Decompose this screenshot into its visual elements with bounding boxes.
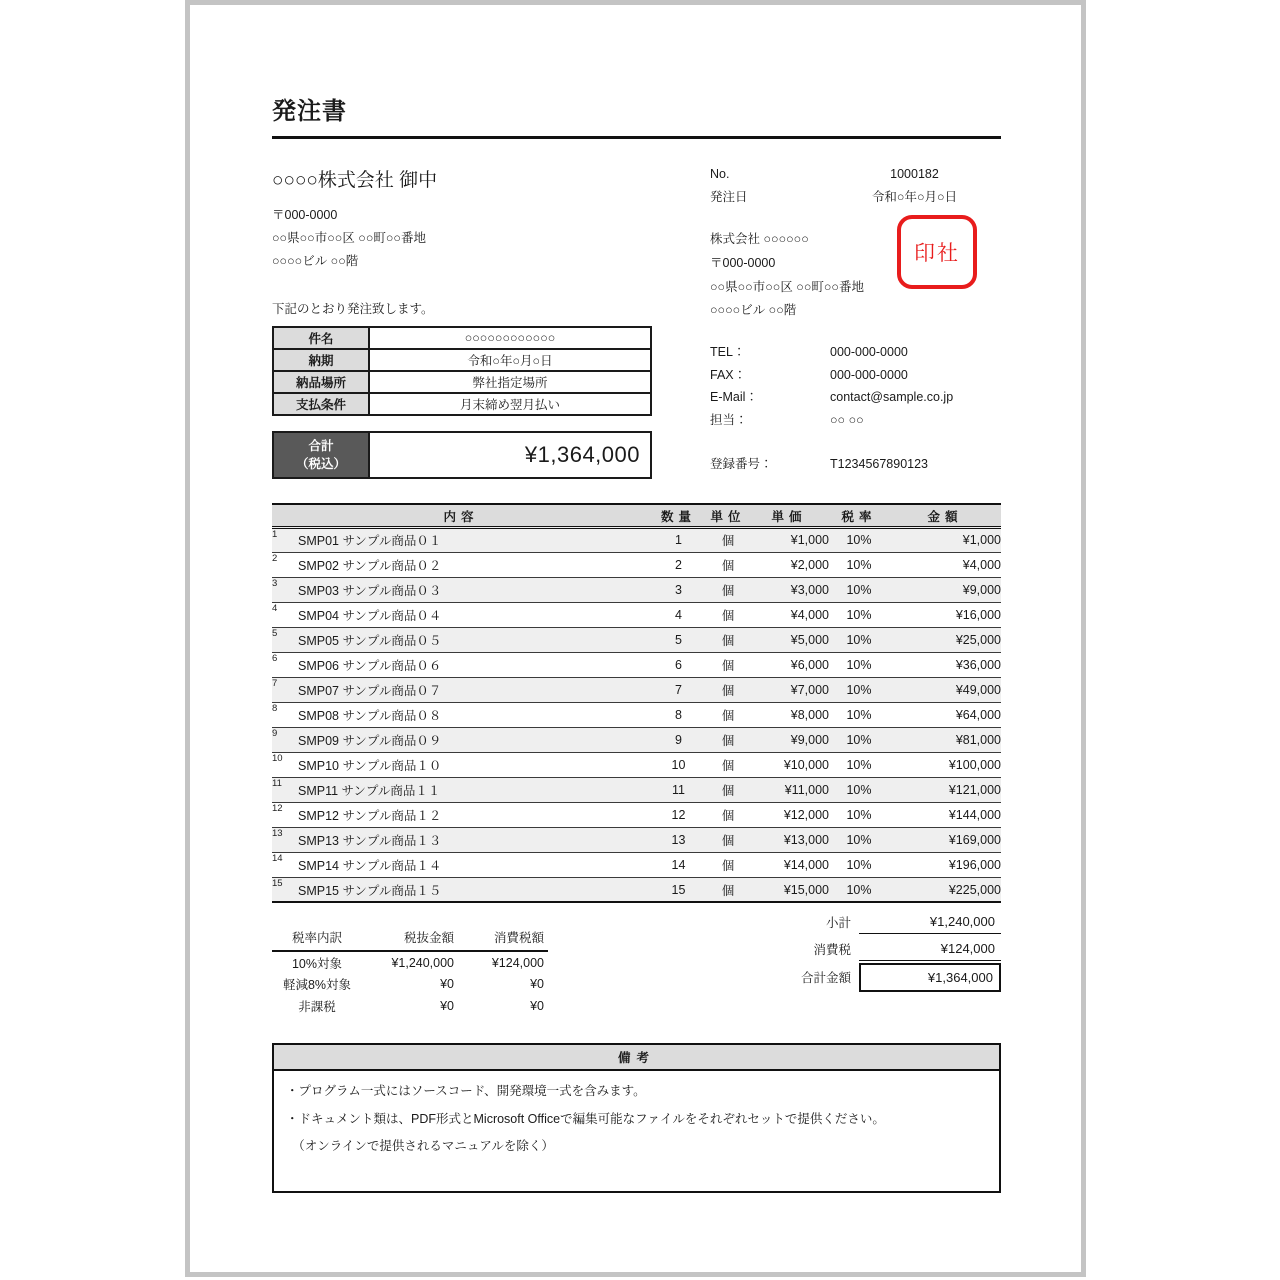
tax-breakdown-row xyxy=(272,995,548,1017)
item-amount: ¥64,000 xyxy=(889,702,1001,727)
item-quantity: 10 xyxy=(650,752,707,777)
item-description: SMP04 サンプル商品０４ xyxy=(298,602,650,627)
remarks-title: 備考 xyxy=(274,1045,999,1071)
item-row xyxy=(272,852,1001,877)
grand-total-box-label xyxy=(274,433,370,477)
grand-total-box-value: ¥1,364,000 xyxy=(524,442,640,468)
item-unit: 個 xyxy=(707,577,749,602)
item-quantity: 4 xyxy=(650,602,707,627)
item-amount: ¥169,000 xyxy=(889,827,1001,852)
item-unit: 個 xyxy=(707,752,749,777)
tax-breakdown-header-row xyxy=(272,926,548,951)
item-tax-rate: 10% xyxy=(829,652,889,677)
grand-total-row xyxy=(731,962,1001,992)
contact-value: ○○ ○○ xyxy=(830,412,864,427)
contact-row xyxy=(710,409,1001,432)
items-header-amount: 金額 xyxy=(889,504,1001,527)
remarks-box xyxy=(272,1043,1001,1193)
grand-total-label: 合計金額 xyxy=(800,971,851,986)
recipient-postal: 〒000-0000 xyxy=(272,208,338,222)
items-header-tax-rate: 税率 xyxy=(829,504,889,527)
item-unit-price: ¥5,000 xyxy=(749,627,829,652)
item-unit: 個 xyxy=(707,802,749,827)
items-header-unit: 単位 xyxy=(707,504,749,527)
item-quantity: 7 xyxy=(650,677,707,702)
item-number: 8 xyxy=(272,702,298,727)
item-unit: 個 xyxy=(707,552,749,577)
item-row xyxy=(272,827,1001,852)
issuer-company: 株式会社 ○○○○○○ xyxy=(710,232,809,246)
item-row xyxy=(272,777,1001,802)
item-number: 15 xyxy=(272,877,298,902)
tax-breakdown-table xyxy=(272,926,548,1017)
issuer-address-line: ○○県○○市○○区 ○○町○○番地 xyxy=(710,279,864,294)
tax-header-base: 税抜金額 xyxy=(362,926,458,951)
item-unit-price: ¥2,000 xyxy=(749,552,829,577)
order-info-table xyxy=(272,326,652,416)
document-page xyxy=(185,0,1086,1277)
issuer-address-line: ○○○○ビル ○○階 xyxy=(710,303,797,318)
item-row xyxy=(272,677,1001,702)
contact-value: 000-000-0000 xyxy=(830,345,908,359)
order-info-row xyxy=(273,371,651,393)
item-amount: ¥121,000 xyxy=(889,777,1001,802)
item-unit-price: ¥9,000 xyxy=(749,727,829,752)
item-tax-rate: 10% xyxy=(829,777,889,802)
item-unit: 個 xyxy=(707,727,749,752)
item-row xyxy=(272,627,1001,652)
item-unit-price: ¥3,000 xyxy=(749,577,829,602)
item-unit-price: ¥1,000 xyxy=(749,527,829,552)
item-tax-rate: 10% xyxy=(829,877,889,902)
item-quantity: 1 xyxy=(650,527,707,552)
item-description: SMP03 サンプル商品０３ xyxy=(298,577,650,602)
intro-text: 下記のとおり発注致します。 xyxy=(272,302,434,317)
item-tax-rate: 10% xyxy=(829,702,889,727)
item-description: SMP14 サンプル商品１４ xyxy=(298,852,650,877)
item-description: SMP15 サンプル商品１５ xyxy=(298,877,650,902)
order-info-label: 支払条件 xyxy=(273,393,369,415)
tax-category: 10%対象 xyxy=(291,956,343,971)
item-row xyxy=(272,702,1001,727)
item-unit: 個 xyxy=(707,527,749,552)
tax-header-category: 税率内訳 xyxy=(272,926,362,951)
item-quantity: 13 xyxy=(650,827,707,852)
item-description: SMP12 サンプル商品１２ xyxy=(298,802,650,827)
item-tax-rate: 10% xyxy=(829,752,889,777)
item-description: SMP11 サンプル商品１１ xyxy=(298,777,650,802)
item-tax-rate: 10% xyxy=(829,677,889,702)
item-unit: 個 xyxy=(707,627,749,652)
item-amount: ¥4,000 xyxy=(889,552,1001,577)
tax-breakdown-row xyxy=(272,973,548,995)
item-amount: ¥100,000 xyxy=(889,752,1001,777)
item-number: 6 xyxy=(272,652,298,677)
company-seal-stamp xyxy=(897,215,977,289)
order-date-label: 発注日 xyxy=(710,189,748,204)
remarks-line: ・ドキュメント類は、PDF形式とMicrosoft Officeで編集可能なファイルをそれぞれセットで提供ください。 xyxy=(286,1111,885,1126)
document-title: 発注書 xyxy=(272,91,1001,139)
tax-amount: ¥0 xyxy=(530,977,544,992)
item-number: 7 xyxy=(272,677,298,702)
item-tax-rate: 10% xyxy=(829,577,889,602)
order-info-row xyxy=(273,327,651,349)
item-amount: ¥36,000 xyxy=(889,652,1001,677)
order-info-value: 令和○年○月○日 xyxy=(369,349,651,371)
item-unit: 個 xyxy=(707,702,749,727)
item-number: 9 xyxy=(272,727,298,752)
order-date-value: 令和○年○月○日 xyxy=(871,189,958,204)
item-description: SMP06 サンプル商品０６ xyxy=(298,652,650,677)
item-tax-rate: 10% xyxy=(829,602,889,627)
tax-breakdown-row xyxy=(272,951,548,973)
item-number: 3 xyxy=(272,577,298,602)
contact-label: TEL： xyxy=(710,345,746,359)
order-info-value: ○○○○○○○○○○○○ xyxy=(369,327,651,349)
recipient-address-line: ○○県○○市○○区 ○○町○○番地 xyxy=(272,231,426,246)
item-quantity: 14 xyxy=(650,852,707,877)
item-quantity: 11 xyxy=(650,777,707,802)
totals-block xyxy=(731,908,1001,992)
order-no-value: 1000182 xyxy=(890,167,939,181)
order-info-label: 納品場所 xyxy=(273,371,369,393)
issuer-postal: 〒000-0000 xyxy=(710,255,776,270)
item-tax-rate: 10% xyxy=(829,802,889,827)
item-unit: 個 xyxy=(707,852,749,877)
contact-row xyxy=(710,364,1001,387)
remarks-line: （オンラインで提供されるマニュアルを除く） xyxy=(286,1139,554,1154)
item-row xyxy=(272,552,1001,577)
contact-value: 000-000-0000 xyxy=(830,367,908,382)
item-unit-price: ¥13,000 xyxy=(749,827,829,852)
item-amount: ¥16,000 xyxy=(889,602,1001,627)
item-unit-price: ¥15,000 xyxy=(749,877,829,902)
item-quantity: 3 xyxy=(650,577,707,602)
items-header-description: 内容 xyxy=(272,504,650,527)
item-number: 5 xyxy=(272,627,298,652)
item-unit: 個 xyxy=(707,777,749,802)
item-row xyxy=(272,652,1001,677)
recipient-address-line: ○○○○ビル ○○階 xyxy=(272,254,359,269)
remarks-body xyxy=(274,1071,999,1191)
item-unit-price: ¥14,000 xyxy=(749,852,829,877)
item-number: 11 xyxy=(272,777,298,802)
item-amount: ¥25,000 xyxy=(889,627,1001,652)
item-number: 13 xyxy=(272,827,298,852)
item-number: 1 xyxy=(272,527,298,552)
subtotal-value: ¥1,240,000 xyxy=(859,910,1001,934)
item-unit-price: ¥12,000 xyxy=(749,802,829,827)
tax-base-amount: ¥0 xyxy=(440,999,454,1014)
item-tax-rate: 10% xyxy=(829,527,889,552)
contact-label: E-Mail： xyxy=(710,390,758,404)
summary-area xyxy=(272,908,1001,1017)
item-quantity: 5 xyxy=(650,627,707,652)
item-tax-rate: 10% xyxy=(829,627,889,652)
consumption-tax-label: 消費税 xyxy=(813,942,851,957)
item-amount: ¥81,000 xyxy=(889,727,1001,752)
item-unit: 個 xyxy=(707,652,749,677)
item-description: SMP08 サンプル商品０８ xyxy=(298,702,650,727)
contact-row xyxy=(710,341,1001,364)
order-info-value: 月末締め翌月払い xyxy=(369,393,651,415)
item-unit-price: ¥8,000 xyxy=(749,702,829,727)
item-unit: 個 xyxy=(707,602,749,627)
contact-label: 担当： xyxy=(710,412,748,427)
items-table xyxy=(272,503,1001,903)
item-amount: ¥49,000 xyxy=(889,677,1001,702)
subtotal-row xyxy=(731,908,1001,935)
item-unit-price: ¥10,000 xyxy=(749,752,829,777)
tax-amount: ¥0 xyxy=(530,999,544,1014)
contact-value: contact@sample.co.jp xyxy=(830,390,954,404)
order-info-row xyxy=(273,393,651,415)
issuer-block xyxy=(710,163,1001,479)
order-info-row xyxy=(273,349,651,371)
order-date-row xyxy=(710,186,1001,209)
registration-row xyxy=(710,453,1001,476)
item-quantity: 6 xyxy=(650,652,707,677)
recipient-address xyxy=(272,227,670,273)
order-no-row xyxy=(710,163,1001,186)
header-area xyxy=(272,163,1001,479)
registration-label: 登録番号： xyxy=(710,457,773,471)
item-number: 4 xyxy=(272,602,298,627)
order-info-label: 納期 xyxy=(273,349,369,371)
item-tax-rate: 10% xyxy=(829,827,889,852)
item-row xyxy=(272,802,1001,827)
item-tax-rate: 10% xyxy=(829,727,889,752)
item-amount: ¥9,000 xyxy=(889,577,1001,602)
item-tax-rate: 10% xyxy=(829,552,889,577)
item-row xyxy=(272,577,1001,602)
item-amount: ¥225,000 xyxy=(889,877,1001,902)
item-number: 14 xyxy=(272,852,298,877)
item-quantity: 2 xyxy=(650,552,707,577)
items-header-unit-price: 単価 xyxy=(749,504,829,527)
item-row xyxy=(272,602,1001,627)
item-description: SMP13 サンプル商品１３ xyxy=(298,827,650,852)
consumption-tax-row xyxy=(731,935,1001,962)
item-row xyxy=(272,752,1001,777)
item-row xyxy=(272,527,1001,552)
item-tax-rate: 10% xyxy=(829,852,889,877)
tax-amount: ¥124,000 xyxy=(491,955,544,970)
item-amount: ¥1,000 xyxy=(889,527,1001,552)
item-quantity: 12 xyxy=(650,802,707,827)
tax-category: 非課税 xyxy=(298,1000,336,1015)
item-number: 10 xyxy=(272,752,298,777)
grand-total-box xyxy=(272,431,652,479)
recipient-block xyxy=(272,163,670,479)
company-seal-text: 印社 xyxy=(914,242,960,265)
items-header-quantity: 数量 xyxy=(650,504,707,527)
item-unit-price: ¥11,000 xyxy=(749,777,829,802)
item-unit-price: ¥7,000 xyxy=(749,677,829,702)
tax-header-tax: 消費税額 xyxy=(458,926,548,951)
item-row xyxy=(272,877,1001,902)
grand-total-value: ¥1,364,000 xyxy=(859,963,1001,992)
item-unit-price: ¥4,000 xyxy=(749,602,829,627)
contact-label: FAX： xyxy=(710,367,747,382)
item-quantity: 9 xyxy=(650,727,707,752)
item-description: SMP10 サンプル商品１０ xyxy=(298,752,650,777)
item-unit: 個 xyxy=(707,677,749,702)
order-no-label: No. xyxy=(710,167,730,181)
item-number: 2 xyxy=(272,552,298,577)
item-unit: 個 xyxy=(707,827,749,852)
item-unit: 個 xyxy=(707,877,749,902)
item-description: SMP02 サンプル商品０２ xyxy=(298,552,650,577)
issuer-contacts xyxy=(710,341,1001,431)
consumption-tax-value: ¥124,000 xyxy=(859,937,1001,961)
grand-total-label-line1: 合計 xyxy=(308,439,334,454)
subtotal-label: 小計 xyxy=(825,915,851,930)
item-description: SMP09 サンプル商品０９ xyxy=(298,727,650,752)
item-row xyxy=(272,727,1001,752)
item-amount: ¥144,000 xyxy=(889,802,1001,827)
item-quantity: 8 xyxy=(650,702,707,727)
item-number: 12 xyxy=(272,802,298,827)
item-description: SMP07 サンプル商品０７ xyxy=(298,677,650,702)
registration-value: T1234567890123 xyxy=(830,457,929,471)
remarks-line: ・プログラム一式にはソースコード、開発環境一式を含みます。 xyxy=(286,1084,646,1099)
grand-total-label-line2: （税込） xyxy=(295,457,346,472)
page-content xyxy=(190,5,1081,1193)
contact-row xyxy=(710,386,1001,409)
recipient-name: ○○○○株式会社 御中 xyxy=(272,170,438,191)
tax-base-amount: ¥1,240,000 xyxy=(391,955,454,970)
order-info-value: 弊社指定場所 xyxy=(369,371,651,393)
items-header-row xyxy=(272,504,1001,527)
item-description: SMP01 サンプル商品０１ xyxy=(298,527,650,552)
item-description: SMP05 サンプル商品０５ xyxy=(298,627,650,652)
item-amount: ¥196,000 xyxy=(889,852,1001,877)
item-unit-price: ¥6,000 xyxy=(749,652,829,677)
tax-category: 軽減8%対象 xyxy=(282,978,352,993)
item-quantity: 15 xyxy=(650,877,707,902)
order-info-label: 件名 xyxy=(273,327,369,349)
tax-base-amount: ¥0 xyxy=(440,977,454,992)
